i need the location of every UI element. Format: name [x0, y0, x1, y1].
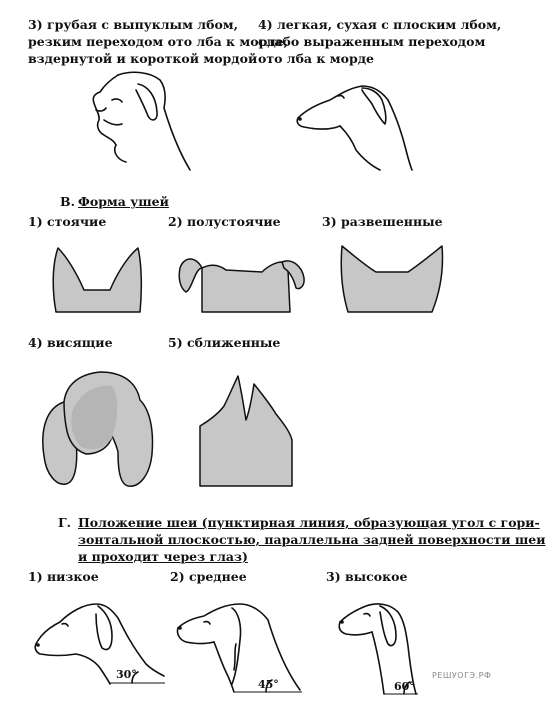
ear-close-set — [200, 376, 292, 486]
angle-low: 30° — [116, 668, 137, 681]
ear-label-5: 5) сближенные — [168, 335, 281, 350]
section-b-letter: В. — [60, 194, 75, 209]
item4-line3: ото лба к морде — [258, 51, 374, 66]
item4-line1: 4) легкая, сухая с плоским лбом, — [258, 17, 502, 32]
ear-semi-erect — [179, 259, 304, 312]
item4-line2: слабо выраженным переходом — [258, 34, 486, 49]
neck-medium — [177, 604, 302, 692]
ear-spread — [341, 246, 442, 312]
angle-medium: 45° — [258, 678, 279, 691]
ear-hanging — [43, 372, 153, 486]
watermark: РЕШУОГЭ.РФ — [432, 671, 492, 680]
section-g-letter: Г. — [58, 515, 71, 530]
neck-label-1: 1) низкое — [28, 569, 99, 584]
item3-line1: 3) грубая с выпуклым лбом, — [28, 17, 238, 32]
neck-label-3: 3) высокое — [326, 569, 408, 584]
neck-label-2: 2) среднее — [170, 569, 247, 584]
section-b-title: Форма ушей — [78, 194, 169, 209]
neck-low — [35, 604, 165, 684]
item3-line2: резким переходом ото лба к морде, — [28, 34, 288, 49]
ear-label-2: 2) полустоячие — [168, 214, 281, 229]
head-light-flat-forehead — [297, 86, 412, 170]
ear-label-1: 1) стоячие — [28, 214, 107, 229]
section-g-line3: и проходит через глаз) — [78, 549, 248, 564]
item3-line3: вздернутой и короткой мордой — [28, 51, 258, 66]
head-coarse-short-muzzle — [93, 72, 190, 170]
ear-label-3: 3) развешенные — [322, 214, 443, 229]
angle-high: 60° — [394, 680, 415, 693]
section-g-line1: Положение шеи (пунктирная линия, образующая угол с гори- — [78, 515, 540, 530]
section-g-line2: зонтальной плоскостью, параллельна задней поверхности шеи — [78, 532, 546, 547]
ear-erect — [53, 248, 141, 312]
ear-label-4: 4) висящие — [28, 335, 113, 350]
